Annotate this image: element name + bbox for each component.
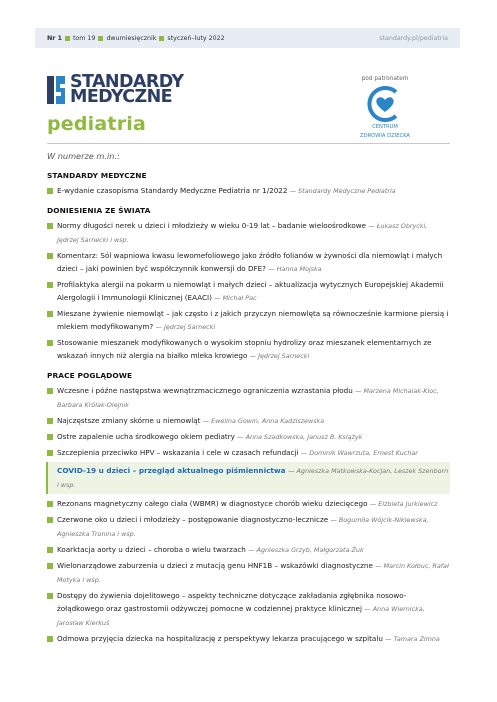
article-title: Ostre zapalenie ucha środkowego okiem pediatry bbox=[57, 432, 238, 441]
square-bullet-icon bbox=[47, 517, 53, 523]
square-bullet-icon bbox=[47, 223, 53, 229]
section-heading: DONIESIENIA ZE ŚWIATA bbox=[47, 206, 151, 215]
frequency: dwumiesięcznik bbox=[106, 34, 157, 42]
divider bbox=[47, 143, 450, 144]
journal-subtitle: pediatria bbox=[47, 113, 147, 135]
sections-container bbox=[47, 171, 450, 654]
section-heading: STANDARDY MEDYCZNE bbox=[47, 171, 147, 180]
article-authors: — Jędrzej Sarnecki bbox=[249, 352, 310, 360]
brand-line-1: STANDARDY bbox=[70, 72, 184, 92]
article-item[interactable] bbox=[47, 543, 450, 557]
square-bullet-icon bbox=[47, 311, 53, 317]
section-spacer bbox=[47, 648, 450, 654]
article-item[interactable] bbox=[47, 589, 450, 630]
article-item[interactable] bbox=[47, 184, 450, 198]
heart-logo-icon bbox=[365, 86, 405, 122]
square-bullet-icon bbox=[47, 501, 53, 507]
journal-logo-icon bbox=[47, 74, 67, 106]
article-item[interactable] bbox=[47, 497, 450, 511]
article-item[interactable] bbox=[47, 384, 450, 412]
square-bullet-icon bbox=[47, 593, 53, 599]
square-bullet-icon bbox=[47, 282, 53, 288]
square-bullet-icon bbox=[47, 450, 53, 456]
article-authors: — Marcin Kołbuc, Rafał Motyka i wsp. bbox=[57, 562, 449, 584]
square-bullet-icon bbox=[47, 563, 53, 569]
article-title: E-wydanie czasopisma Standardy Medyczne Pediatria nr 1/2022 bbox=[57, 186, 290, 195]
article-authors: — Elżbieta Jurkiewicz bbox=[369, 500, 438, 508]
article-authors: — Dominik Wawrzuta, Ernest Kuchar bbox=[300, 449, 418, 457]
square-bullet-icon bbox=[98, 36, 103, 41]
square-bullet-icon bbox=[47, 636, 53, 642]
article-title: Czerwone oko u dzieci i młodzieży – postępowanie diagnostyczno-lecznicze bbox=[57, 515, 331, 524]
article-item[interactable] bbox=[47, 632, 450, 646]
patronage-label: pod patronatem bbox=[361, 76, 409, 82]
intro-text: W numerze m.in.: bbox=[47, 151, 120, 161]
article-item[interactable] bbox=[47, 336, 450, 363]
article-authors: — Agnieszka Matkowska-Kocjan, Leszek Szenborn i wsp. bbox=[57, 467, 449, 489]
article-item[interactable] bbox=[47, 513, 450, 541]
square-bullet-icon bbox=[47, 418, 53, 424]
square-bullet-icon bbox=[47, 547, 53, 553]
square-bullet-icon bbox=[47, 434, 53, 440]
article-title: Najczęstsze zmiany skórne u niemowląt bbox=[57, 416, 203, 425]
square-bullet-icon bbox=[65, 36, 70, 41]
article-authors: — Agnieszka Grzyb, Małgorzata Żuk bbox=[248, 546, 364, 554]
issue-meta bbox=[47, 35, 225, 42]
article-title: Profilaktyka alergii na pokarm u niemowląt i małych dzieci – aktualizacja wytycznych Europejskiej Akademii Alergologii i Immunologii Klinicznej (EAACI) bbox=[57, 280, 444, 302]
volume: tom 19 bbox=[72, 34, 96, 42]
article-authors: — Marzena Michalak-Kloc, Barbara Królak-Olejnik bbox=[57, 387, 439, 409]
article-item[interactable] bbox=[47, 559, 450, 587]
issue-date: styczeń–luty 2022 bbox=[167, 34, 225, 42]
article-item[interactable] bbox=[47, 307, 450, 334]
article-title: Mieszane żywienie niemowląt – jak często i z jakich przyczyn niemowlęta są równocześnie karmione piersią i mlekiem modyfikowanym? bbox=[57, 309, 449, 331]
article-title: Szczepienia przeciwko HPV – wskazania i cele w czasach refundacji bbox=[57, 448, 301, 457]
issue-info-bar bbox=[35, 28, 460, 48]
article-authors: — Michał Pac bbox=[214, 294, 257, 302]
patron-name-line-1: CENTRUM bbox=[372, 124, 398, 130]
square-bullet-icon bbox=[47, 253, 53, 259]
square-bullet-icon bbox=[47, 188, 53, 194]
patron-name-line-2: ZDROWIA DZIECKA bbox=[360, 133, 410, 139]
article-authors: — Jędrzej Sarnecki bbox=[155, 323, 216, 331]
article-title: Stosowanie mieszanek modyfikowanych o wysokim stopniu hydrolizy oraz mieszanek elementarnych ze wskazań innych niż alergia na białko mleka krowiego bbox=[57, 338, 432, 360]
square-bullet-icon bbox=[47, 340, 53, 346]
article-item[interactable] bbox=[47, 249, 450, 276]
section-heading: PRACE POGLĄDOWE bbox=[47, 371, 133, 380]
journal-logo bbox=[47, 74, 183, 106]
article-authors: — Anna Szadkowska, Janusz B. Książyk bbox=[237, 433, 363, 441]
article-title: Dostępy do żywienia dojelitowego – aspekty techniczne dotyczące zakładania zgłębnika nosowo-żołądkowego oraz gastrostomii odżywczej pomocne w codziennej praktyce klinicznej bbox=[57, 591, 407, 613]
square-bullet-icon bbox=[159, 36, 164, 41]
article-title: COVID-19 u dzieci – przegląd aktualnego piśmiennictwa bbox=[57, 466, 289, 475]
issue-number: Nr 1 bbox=[47, 34, 62, 42]
article-title: Odmowa przyjęcia dziecka na hospitalizację z perspektywy lekarza pracującego w szpitalu bbox=[57, 634, 386, 643]
article-item[interactable] bbox=[47, 278, 450, 305]
article-authors: — Anna Wiernicka, Jarosław Kierkuś bbox=[57, 605, 425, 627]
article-title: Wczesne i późne następstwa wewnątrzmacicznego ograniczenia wzrastania płodu bbox=[57, 386, 356, 395]
square-bullet-icon bbox=[47, 388, 53, 394]
article-authors: — Hanna Mojska bbox=[268, 265, 322, 273]
article-title: Komentarz: Sól wapniowa kwasu lewomefoliowego jako źródło folianów w żywności dla niemowląt i małych dzieci – jaki powinien być współczynnik konwersji do DFE? bbox=[57, 251, 443, 273]
article-title: Koarktacja aorty u dzieci – choroba o wielu twarzach bbox=[57, 545, 249, 554]
article-item[interactable] bbox=[47, 430, 450, 444]
article-item[interactable] bbox=[47, 219, 450, 247]
article-authors: — Bogumiła Wójcik-Niklewska, Agnieszka Tronina i wsp. bbox=[57, 516, 429, 538]
table-of-contents bbox=[47, 151, 450, 654]
article-authors: — Ewelina Gowin, Anna Kadziszewska bbox=[202, 417, 325, 425]
journal-url-link[interactable]: standardy.pl/pediatria bbox=[379, 34, 448, 42]
article-item[interactable] bbox=[47, 414, 450, 428]
article-item[interactable] bbox=[47, 446, 450, 460]
article-item[interactable] bbox=[46, 462, 450, 494]
article-authors: — Łukasz Obrycki, Jędrzej Sarnecki i wsp. bbox=[57, 222, 428, 244]
article-authors: — Tamara Zimna bbox=[385, 635, 440, 643]
patronage-block bbox=[355, 76, 415, 140]
article-title: Wielonarządowe zaburzenia u dzieci z mutacją genu HNF1B – wskazówki diagnostyczne bbox=[57, 561, 376, 570]
article-authors: — Standardy Medyczne Pediatria bbox=[289, 187, 396, 195]
article-title: Rezonans magnetyczny całego ciała (WBMR) w diagnostyce chorób wieku dziecięcego bbox=[57, 499, 370, 508]
article-title: Normy długości nerek u dzieci i młodzieży w wieku 0-19 lat – badanie wieloośrodkowe bbox=[57, 221, 369, 230]
brand-line-2: MEDYCZNE bbox=[70, 87, 173, 107]
